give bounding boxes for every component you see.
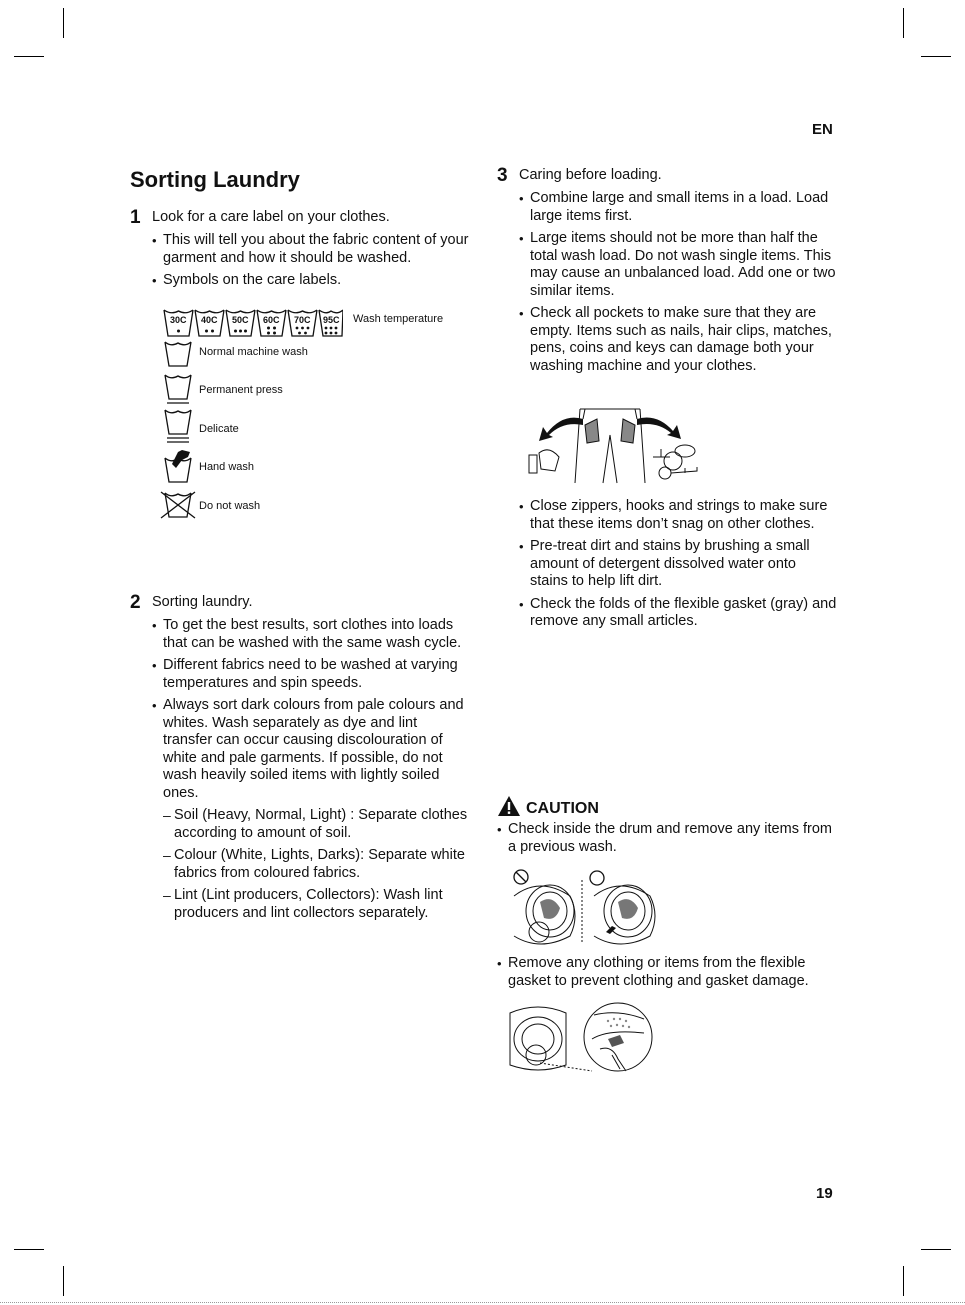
- step-number: 3: [497, 165, 508, 186]
- bullet-item: • Check inside the drum and remove any items from a previous wash.: [497, 821, 837, 856]
- normal-wash-icon: [164, 340, 192, 373]
- do-not-wash-label: Do not wash: [199, 500, 261, 512]
- crop-mark: [63, 8, 64, 38]
- step-3-bullets-b: [519, 498, 837, 636]
- normal-wash-label: Normal machine wash: [199, 346, 308, 358]
- bullet-item: • Symbols on the care labels.: [152, 272, 470, 290]
- step-heading: Caring before loading.: [519, 167, 662, 183]
- sub-item: – Lint (Lint producers, Collectors): Wash lint producers and lint collectors separately.: [163, 887, 470, 922]
- delicate-icon: [164, 408, 192, 449]
- sub-item: – Soil (Heavy, Normal, Light) : Separate clothes according to amount of soil.: [163, 807, 470, 842]
- step-number: 2: [130, 592, 141, 613]
- temp-40: 40C: [201, 315, 218, 325]
- crop-mark: [921, 1249, 951, 1250]
- temp-95: 95C: [323, 315, 340, 325]
- crop-mark: [921, 56, 951, 57]
- crop-mark: [903, 8, 904, 38]
- hand-wash-label: Hand wash: [199, 461, 255, 473]
- do-not-wash-icon: [160, 490, 196, 525]
- page-title: Sorting Laundry: [130, 167, 300, 192]
- temp-30: 30C: [170, 315, 187, 325]
- sub-item: – Colour (White, Lights, Darks): Separate white fabrics from coloured fabrics.: [163, 847, 470, 882]
- bullet-item: • Pre-treat dirt and stains by brushing a small amount of detergent dissolved water onto stains to help lift dirt.: [519, 538, 837, 591]
- bullet-item: • Large items should not be more than half the total wash load. Do not wash single items. This may cause an unbalanced load. Add one or two similar items.: [519, 230, 837, 300]
- crop-mark: [63, 1266, 64, 1296]
- gasket-check-illustration: [508, 999, 654, 1082]
- bullet-item: • Combine large and small items in a load. Load large items first.: [519, 190, 837, 225]
- sort-criteria-list: [163, 807, 470, 922]
- crop-mark: [903, 1266, 904, 1296]
- bullet-item: • Close zippers, hooks and strings to make sure that these items don’t snag on other clothes.: [519, 498, 837, 533]
- page-number: 19: [816, 1185, 833, 1202]
- caution-bullets-2: [497, 955, 837, 995]
- step-heading: Look for a care label on your clothes.: [152, 209, 390, 225]
- caution-bullets-1: [497, 821, 837, 861]
- caution-heading: [497, 795, 599, 818]
- bullet-item: • Check the folds of the flexible gasket (gray) and remove any small articles.: [519, 596, 837, 631]
- temp-70: 70C: [294, 315, 311, 325]
- permanent-press-icon: [164, 373, 192, 410]
- bottom-dotted-line: [0, 1302, 965, 1303]
- wash-temperature-symbols: [163, 308, 343, 338]
- language-label: EN: [812, 121, 833, 138]
- bullet-text: Always sort dark colours from pale colours and whites. Wash separately as dye and lint transfer can occur causing discolouration of white and pale garments. If possible, do not wash heavily soiled items with lightly soiled ones.: [163, 697, 464, 801]
- step-1-bullets: [152, 232, 470, 295]
- bullet-item: • Different fabrics need to be washed at varying temperatures and spin speeds.: [152, 657, 470, 692]
- caution-title: CAUTION: [526, 800, 599, 817]
- drum-check-illustration: [510, 866, 660, 953]
- empty-pockets-illustration: [525, 405, 705, 490]
- hand-wash-icon: [162, 448, 194, 489]
- temp-50: 50C: [232, 315, 249, 325]
- step-number: 1: [130, 207, 141, 228]
- delicate-label: Delicate: [199, 423, 239, 435]
- bullet-item: [152, 697, 470, 922]
- warning-icon: [497, 795, 521, 817]
- bullet-item: • To get the best results, sort clothes into loads that can be washed with the same wash cycle.: [152, 617, 470, 652]
- crop-mark: [14, 1249, 44, 1250]
- step-2-bullets: [152, 617, 470, 927]
- step-3-bullets-a: [519, 190, 837, 380]
- bullet-item: • Check all pockets to make sure that they are empty. Items such as nails, hair clips, matches, pens, coins and keys can damage both your washing machine and your clothes.: [519, 305, 837, 375]
- bullet-item: • This will tell you about the fabric content of your garment and how it should be washed.: [152, 232, 470, 267]
- step-heading: Sorting laundry.: [152, 594, 253, 610]
- wash-temperature-label: Wash temperature: [353, 313, 444, 325]
- bullet-item: • Remove any clothing or items from the flexible gasket to prevent clothing and gasket damage.: [497, 955, 837, 990]
- temp-60: 60C: [263, 315, 280, 325]
- permanent-press-label: Permanent press: [199, 384, 283, 396]
- crop-mark: [14, 56, 44, 57]
